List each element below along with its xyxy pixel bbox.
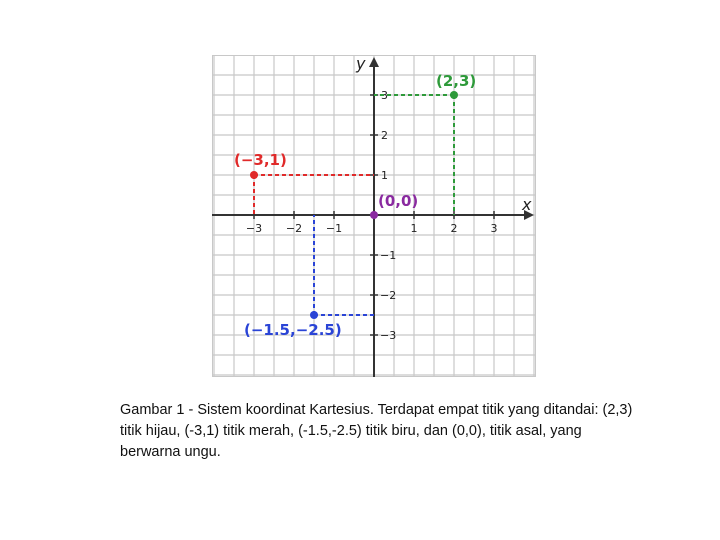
point-label: (−3,1) xyxy=(234,151,287,169)
y-tick-label: 3 xyxy=(381,89,388,102)
points xyxy=(234,72,476,339)
x-tick-label: −1 xyxy=(325,222,343,235)
point-label: (−1.5,−2.5) xyxy=(244,321,342,339)
y-axis-arrow-icon xyxy=(369,57,379,67)
y-tick-label: −1 xyxy=(380,249,397,262)
point-label: (0,0) xyxy=(378,192,419,210)
y-tick-label: 2 xyxy=(381,129,388,142)
figure-caption: Gambar 1 - Sistem koordinat Kartesius. Terdapat empat titik yang ditandai: (2,3) titik hijau, (-3,1) titik merah, (-1.5,-2.5) titik biru, dan (0,0), titik asal, yang berwarna ungu. xyxy=(120,402,633,460)
x-tick-label: −2 xyxy=(285,222,303,235)
y-tick-label: −2 xyxy=(380,289,397,302)
point-marker xyxy=(450,91,458,99)
x-tick-label: 2 xyxy=(450,222,458,235)
x-tick-label: 3 xyxy=(490,222,498,235)
y-tick-label: 1 xyxy=(381,169,388,182)
x-tick-label: 1 xyxy=(410,222,418,235)
point-marker xyxy=(310,311,318,319)
cartesian-plane xyxy=(212,55,536,377)
y-tick-label: −3 xyxy=(380,329,397,342)
point-label: (2,3) xyxy=(436,72,477,90)
point-marker xyxy=(250,171,258,179)
y-axis-label: y xyxy=(356,55,366,73)
x-axis-label: x xyxy=(522,195,532,214)
point-marker xyxy=(370,211,378,219)
cartesian-plane-svg xyxy=(212,55,536,377)
x-tick-label: −3 xyxy=(245,222,263,235)
